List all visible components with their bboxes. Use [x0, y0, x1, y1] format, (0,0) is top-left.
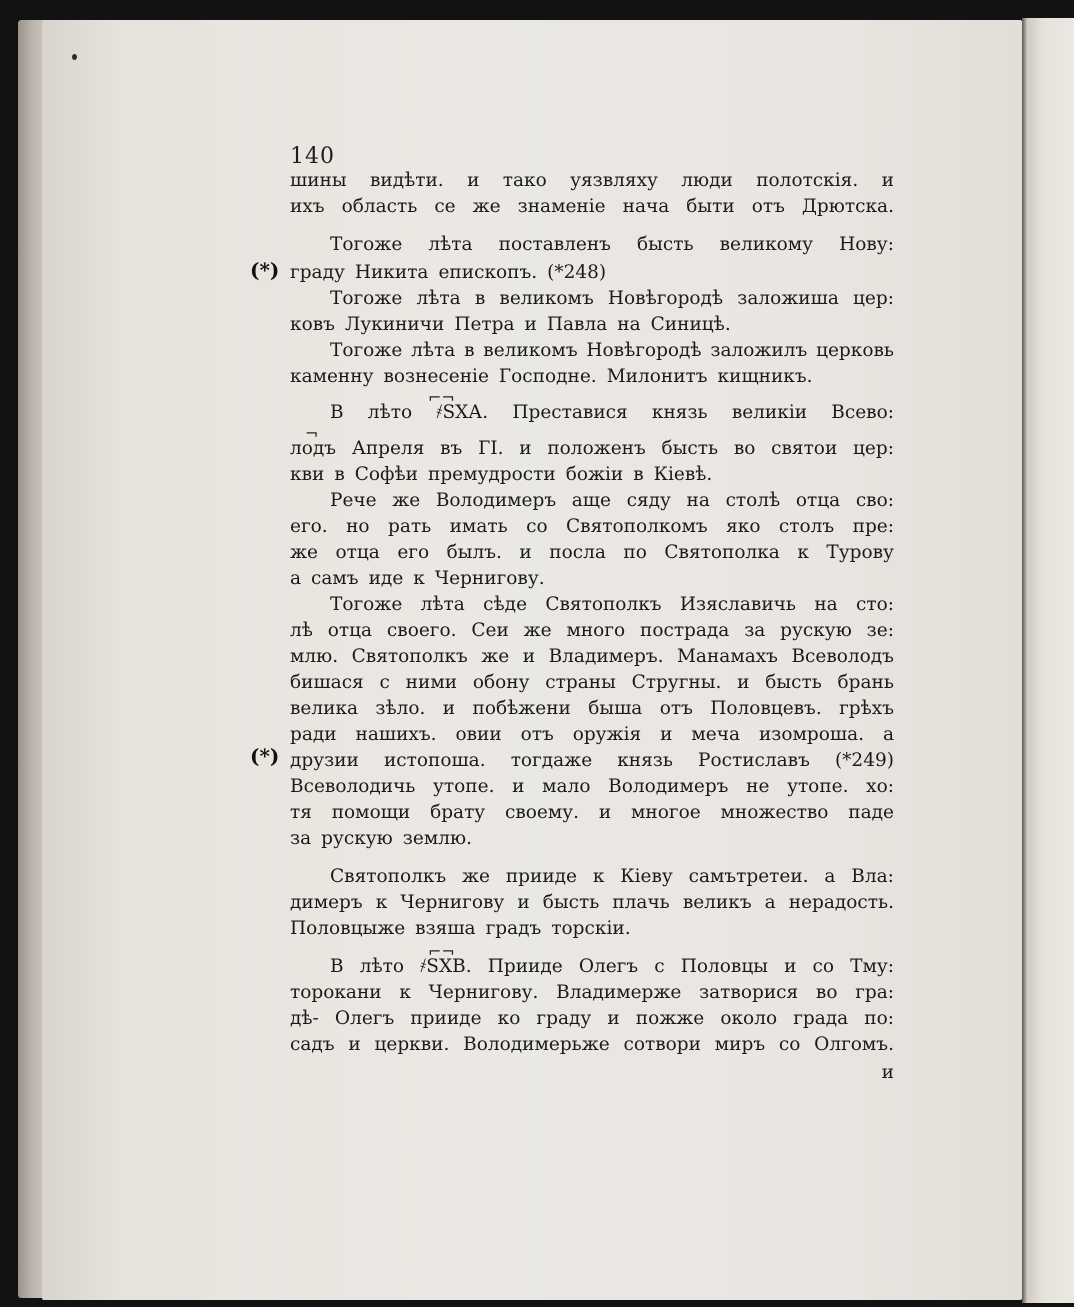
text-line: ковъ Лукиничи Петра и Павла на Синицѣ. — [290, 314, 731, 335]
text-line: Тогоже лѣта в великомъ Новѣгородѣ заложилъ церковь — [330, 340, 894, 361]
footnote-marker: (*) — [250, 258, 280, 282]
text-line: кви в Софѣи премудрости божіи в Кіевѣ. — [290, 464, 713, 485]
text-line: тя помощи брату своему. и многое множество паде — [290, 802, 894, 823]
facing-page-edge — [1022, 18, 1074, 1303]
text-line: бишася с ними обону страны Стругны. и бысть брань — [290, 672, 894, 693]
text-line: ради нашихъ. овии отъ оружія и меча изомроша. а — [290, 724, 894, 745]
text-line: велика зѣло. и побѣжени быша отъ Половцевъ. грѣхъ — [290, 698, 894, 719]
text-line: же отца его былъ. и посла по Святополка к Турову — [290, 542, 894, 563]
text-line: лѣ отца своего. Сеи же много пострада за рускую зе: — [290, 620, 894, 641]
titlo-mark: ⌐¬ — [428, 388, 455, 407]
text-line: дѣ- Олегъ прииде ко граду и пожже около града по: — [290, 1008, 894, 1029]
text-line: димеръ к Чернигову и бысть плачь великъ а нерадость. — [290, 892, 894, 913]
text-line: а самъ иде к Чернигову. — [290, 568, 545, 589]
text-line: Святополкъ же прииде к Кіеву самътретеи. а Вла: — [330, 866, 894, 887]
text-line: лодъ Апреля въ ГІ. и положенъ бысть во святои цер: — [290, 438, 894, 459]
titlo-mark: ⌐¬ — [428, 942, 455, 961]
text-line: за рускую землю. — [290, 828, 472, 849]
text-line: Тогоже лѣта сѣде Святополкъ Изяславичь на сто: — [330, 594, 894, 615]
text-line: ихъ область се же знаменіе нача быти отъ Дрютска. — [290, 196, 894, 217]
text-line: граду Никита епископъ. (*248) — [290, 262, 607, 283]
text-line: каменну вознесеніе Господне. Милонитъ кищникъ. — [290, 366, 813, 387]
text-line: В лѣто ҂ЅХВ. Прииде Олегъ с Половцы и со Тму: — [330, 956, 894, 977]
titlo-mark: ¬ — [305, 424, 319, 443]
text-line: млю. Святополкъ же и Владимеръ. Манамахъ Всеволодъ — [290, 646, 894, 667]
text-line: В лѣто ҂ЅХА. Преставися князь великіи Всево: — [330, 402, 894, 423]
text-line: Тогоже лѣта в великомъ Новѣгородѣ заложиша цер: — [330, 288, 894, 309]
text-line: Рече же Володимеръ аще сяду на столѣ отца сво: — [330, 490, 894, 511]
text-line: друзии истопоша. тогдаже князь Ростиславъ (*249) — [290, 750, 894, 771]
text-line: его. но рать имать со Святополкомъ яко столъ пре: — [290, 516, 894, 537]
page-number: 140 — [290, 144, 335, 169]
ink-dot — [72, 54, 77, 60]
text-line: Всеволодичь утопе. и мало Володимеръ не утопе. хо: — [290, 776, 894, 797]
footnote-marker: (*) — [250, 744, 280, 768]
text-line: торокани к Чернигову. Владимерже затворися во гра: — [290, 982, 894, 1003]
text-line: садъ и церкви. Володимерьже сотвори миръ со Олгомъ. — [290, 1034, 894, 1055]
text-line: шины видѣти. и тако уязвляху люди полотскія. и — [290, 170, 894, 191]
text-line: и — [881, 1062, 894, 1083]
text-line: Тогоже лѣта поставленъ бысть великому Нову: — [330, 234, 894, 255]
text-line: Половцыже взяша градъ торскіи. — [290, 918, 631, 939]
